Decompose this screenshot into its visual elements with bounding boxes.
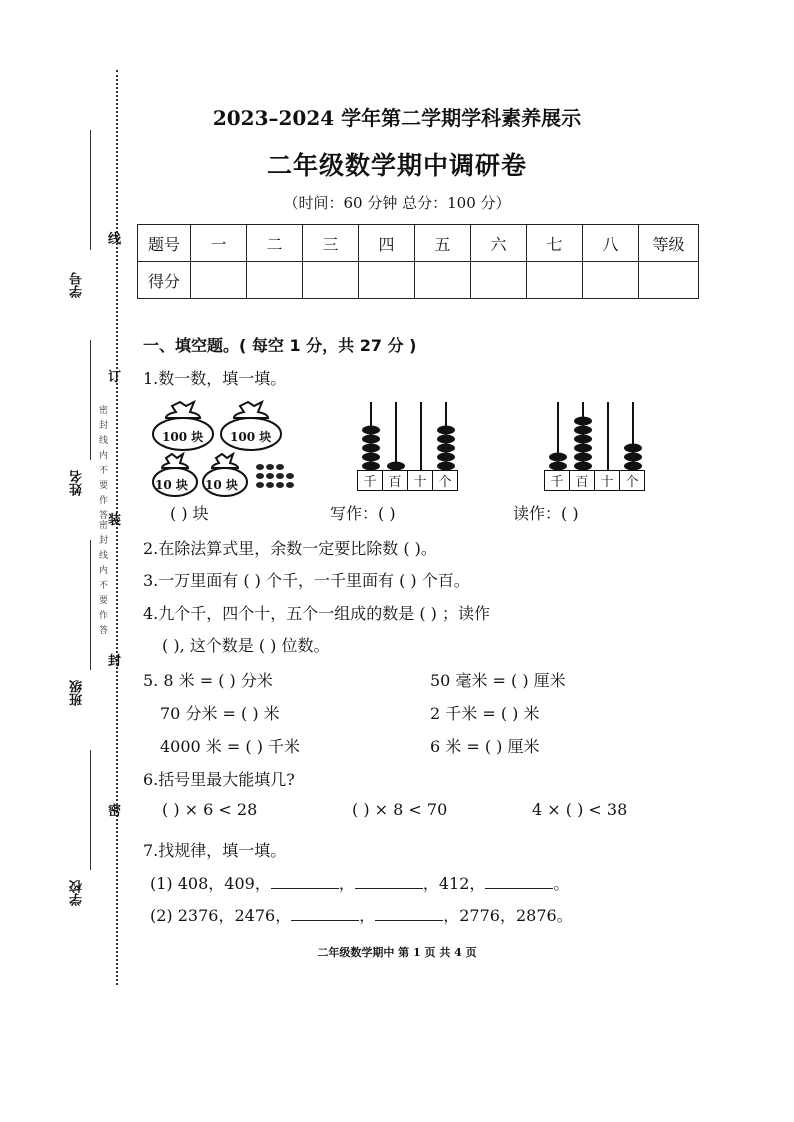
money-bag-100-b — [218, 400, 284, 456]
q5-item: 2 千米 = ( ) 米 — [430, 704, 540, 723]
place-hundreds: 百 — [570, 471, 595, 490]
q5-item: 50 毫米 = ( ) 厘米 — [430, 671, 566, 690]
class-label: 班级 — [70, 680, 85, 706]
score-table-cell: 一 — [191, 225, 247, 262]
name-label: 姓名 — [70, 470, 85, 496]
score-table-header-row — [138, 225, 699, 262]
q6-item: ( ) × 6 < 28 — [162, 800, 258, 819]
q2-text: 2.在除法算式里，余数一定要比除数 ( )。 — [143, 539, 437, 558]
q7-row1: (1) 408，409， ， ，412， 。 — [150, 874, 570, 893]
q3-text: 3.一万里面有 ( ) 个千，一千里面有 ( ) 个百。 — [143, 571, 470, 590]
abacus-1 — [357, 400, 461, 490]
score-table-cell: 四 — [359, 225, 415, 262]
seal-notice-lower: 密封线内不要作答 — [97, 520, 107, 640]
q6-item: 4 × ( ) < 38 — [532, 800, 628, 819]
score-table-cell: 八 — [583, 225, 639, 262]
score-table-cell: 等级 — [639, 225, 699, 262]
seal-marker-line: 线 — [108, 232, 122, 247]
money-bag-100-a — [150, 400, 216, 456]
money-bag-10-b — [200, 452, 250, 502]
seal-marker-mi: 密 — [108, 804, 122, 819]
seal-marker-zhuang: 装 — [108, 513, 122, 528]
money-bag-10-a — [150, 452, 200, 502]
score-input-cell[interactable] — [359, 262, 415, 299]
score-table — [137, 224, 699, 299]
q1-text: 1.数一数，填一填。 — [143, 369, 287, 388]
q6-text: 6.括号里最大能填几? — [143, 770, 295, 789]
q7-blank[interactable] — [375, 904, 443, 921]
score-input-cell[interactable] — [583, 262, 639, 299]
school-label: 学校 — [70, 880, 85, 906]
q7-blank[interactable] — [291, 904, 359, 921]
q5-item: 4000 米 = ( ) 千米 — [160, 737, 301, 756]
q7-row1-mid: 412， — [438, 874, 486, 893]
score-table-cell: 二 — [247, 225, 303, 262]
q4-line2: ( ), 这个数是 ( ) 位数。 — [162, 636, 330, 655]
bag-label: 10 块 — [155, 478, 188, 492]
q1-write-answer[interactable]: 写作：( ) — [330, 504, 396, 523]
score-row-label: 得分 — [138, 262, 191, 299]
place-tens: 十 — [595, 471, 620, 490]
score-input-cell[interactable] — [191, 262, 247, 299]
q7-blank[interactable] — [355, 872, 423, 889]
q4-line1: 4.九个千，四个十，五个一组成的数是 ( ) ；读作 — [143, 604, 491, 623]
score-input-cell[interactable] — [471, 262, 527, 299]
score-input-cell[interactable] — [527, 262, 583, 299]
q7-row2-prefix: (2) 2376，2476， — [150, 906, 292, 925]
section1-heading: 一、填空题。( 每空 1 分，共 27 分 ) — [143, 336, 417, 355]
seal-notice-upper: 密封线内不要作答 — [97, 405, 107, 525]
place-thousands: 千 — [358, 471, 383, 490]
q7-row2: (2) 2376，2476， ， ，2776，2876。 — [150, 906, 573, 925]
seal-marker-ding: 订 — [108, 370, 122, 385]
q5-item: 70 分米 = ( ) 米 — [160, 704, 280, 723]
q7-text: 7.找规律，填一填。 — [143, 841, 287, 860]
exam-subtitle: （时间：60 分钟 总分：100 分） — [283, 194, 511, 212]
seal-marker-feng: 封 — [108, 654, 122, 669]
class-line — [90, 540, 91, 670]
score-table-cell: 五 — [415, 225, 471, 262]
q6-item: ( ) × 8 < 70 — [352, 800, 448, 819]
abacus-rods-icon — [544, 400, 648, 472]
score-input-cell[interactable] — [303, 262, 359, 299]
bag-label: 100 块 — [230, 430, 272, 444]
q7-blank[interactable] — [485, 872, 553, 889]
page-footer: 二年级数学期中 第 1 页 共 4 页 — [317, 946, 477, 959]
place-tens: 十 — [408, 471, 433, 490]
q5-item: 5. 8 米 = ( ) 分米 — [143, 671, 273, 690]
score-table-score-row — [138, 262, 699, 299]
place-hundreds: 百 — [383, 471, 408, 490]
score-table-cell: 六 — [471, 225, 527, 262]
exam-title-line1: 2023–2024 学年第二学期学科素养展示 — [212, 106, 582, 130]
score-table-cell: 三 — [303, 225, 359, 262]
exam-title-line2: 二年级数学期中调研卷 — [266, 151, 527, 180]
q7-row1-prefix: (1) 408，409， — [150, 874, 271, 893]
score-input-cell[interactable] — [247, 262, 303, 299]
score-input-cell[interactable] — [415, 262, 471, 299]
bag-label: 100 块 — [162, 430, 204, 444]
abacus-rods-icon — [357, 400, 461, 472]
place-thousands: 千 — [545, 471, 570, 490]
q7-blank[interactable] — [271, 872, 339, 889]
place-ones: 个 — [438, 475, 452, 490]
name-line — [90, 340, 91, 460]
q7-row2-suffix: 2776，2876。 — [459, 906, 573, 925]
score-table-cell: 题号 — [138, 225, 191, 262]
bag-label: 10 块 — [205, 478, 238, 492]
q1-read-answer[interactable]: 读作：( ) — [513, 504, 579, 523]
student-id-label: 学号 — [70, 272, 85, 298]
q5-item: 6 米 = ( ) 厘米 — [430, 737, 540, 756]
score-table-cell: 七 — [527, 225, 583, 262]
score-input-cell[interactable] — [639, 262, 699, 299]
school-line — [90, 750, 91, 870]
abacus-2 — [544, 400, 648, 490]
abacus-place-labels — [357, 470, 458, 491]
coins-icon — [254, 462, 298, 490]
q1-money-answer[interactable]: ( ) 块 — [170, 504, 209, 523]
abacus-place-labels — [544, 470, 645, 491]
place-ones: 个 — [625, 475, 639, 490]
